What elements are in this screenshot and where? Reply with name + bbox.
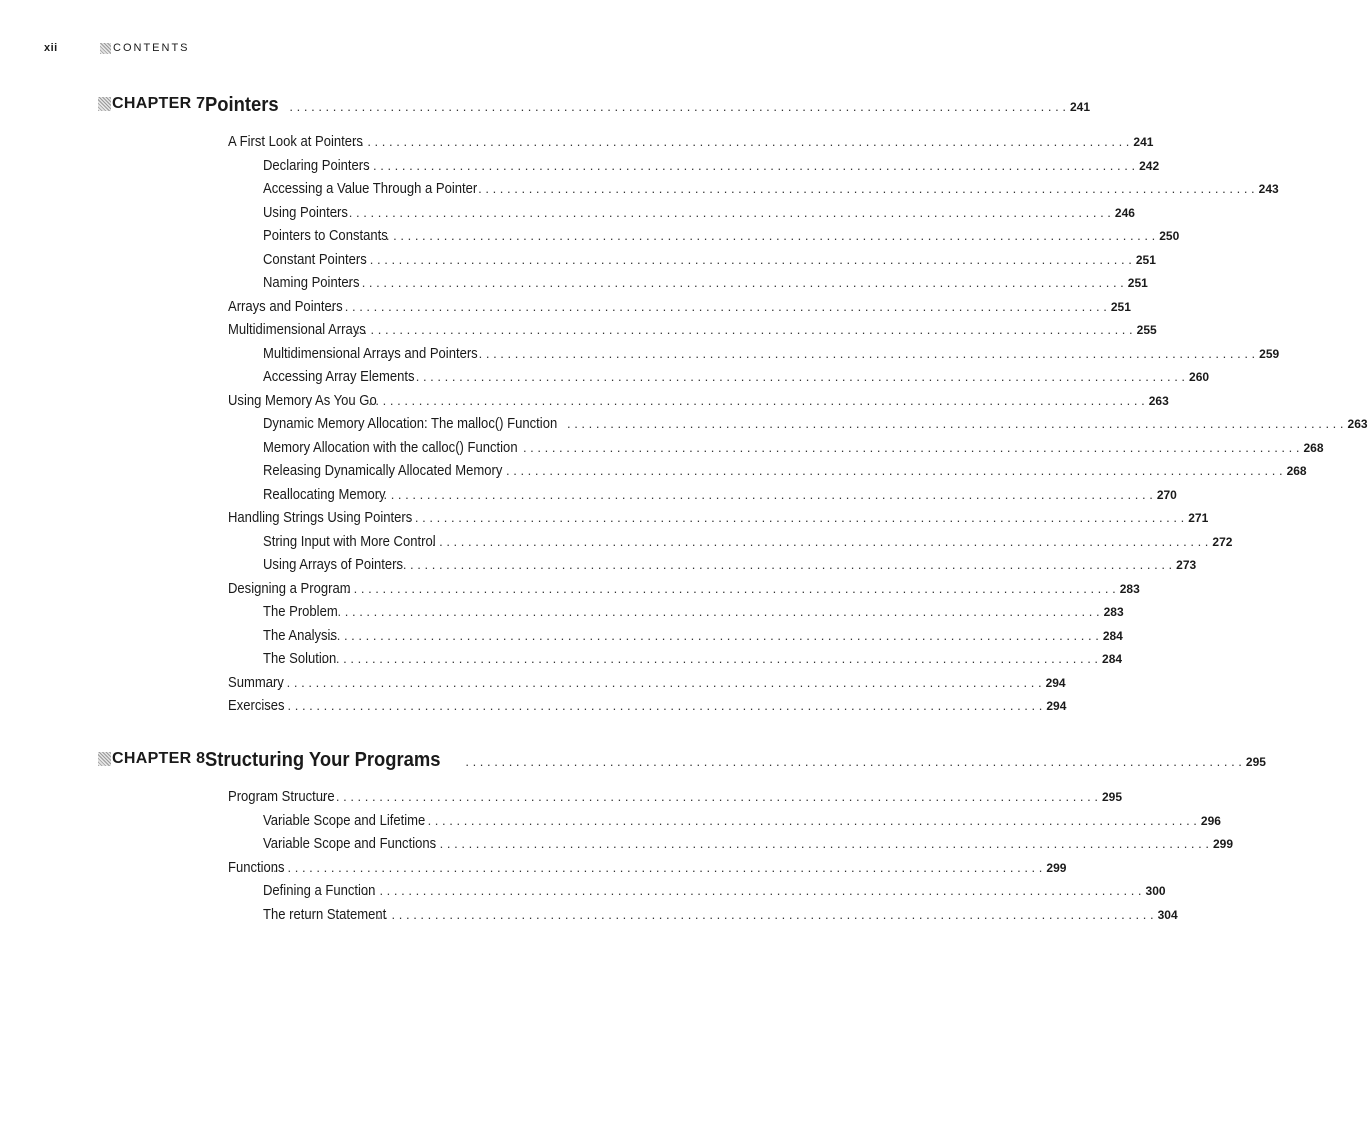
toc-entry-title: Using Arrays of Pointers bbox=[263, 557, 403, 573]
hatch-marker-icon bbox=[98, 752, 111, 766]
toc-entry-page: 259 bbox=[1259, 346, 1280, 361]
toc-entry-page: 273 bbox=[1176, 558, 1197, 572]
chapter-heading bbox=[98, 94, 1090, 124]
toc-entries bbox=[228, 789, 1234, 930]
chapter-page: 295 bbox=[1245, 755, 1266, 769]
toc-entry[interactable] bbox=[228, 228, 1180, 252]
toc-entry-title: Variable Scope and Lifetime bbox=[263, 812, 426, 829]
toc-entry-page: 272 bbox=[1212, 534, 1233, 549]
toc-entry-page: 283 bbox=[1119, 581, 1140, 596]
page-number: xii bbox=[44, 42, 58, 54]
dot-leader bbox=[479, 346, 1256, 361]
toc-entry[interactable] bbox=[228, 789, 1123, 813]
toc-entry-page: 251 bbox=[1135, 252, 1156, 267]
chapter-block bbox=[98, 749, 1266, 930]
toc-entry[interactable] bbox=[228, 275, 1148, 299]
section-title bbox=[100, 42, 190, 54]
chapter-label-text: CHAPTER 7 bbox=[112, 95, 206, 112]
toc-entry-title: Declaring Pointers bbox=[263, 157, 370, 174]
hatch-marker-icon bbox=[98, 97, 111, 111]
toc-entry[interactable] bbox=[228, 627, 1123, 652]
toc-entry[interactable] bbox=[228, 416, 1368, 440]
chapter-block bbox=[98, 94, 1368, 722]
chapter-title-row bbox=[205, 749, 1266, 772]
toc-entry-title: String Input with More Control bbox=[263, 533, 436, 550]
chapter-label bbox=[98, 95, 205, 113]
toc-entry-title: Pointers to Constants bbox=[263, 228, 388, 244]
toc-entry-title: Dynamic Memory Allocation: The malloc() Function bbox=[263, 416, 558, 432]
chapter-heading bbox=[98, 749, 1266, 779]
toc-entry-title: Arrays and Pointers bbox=[228, 298, 343, 315]
dot-leader bbox=[266, 860, 1043, 875]
toc-entry-page: 260 bbox=[1189, 370, 1210, 384]
toc-entry[interactable] bbox=[228, 651, 1123, 675]
toc-entry-page: 251 bbox=[1110, 299, 1131, 314]
dot-leader bbox=[396, 557, 1173, 572]
dot-leader bbox=[353, 134, 1130, 149]
toc-entry-page: 284 bbox=[1102, 628, 1123, 643]
chapter-title-row bbox=[205, 94, 1090, 117]
toc-entry-page: 296 bbox=[1200, 813, 1221, 828]
toc-entry[interactable] bbox=[228, 906, 1178, 931]
toc-entry[interactable] bbox=[228, 836, 1234, 860]
chapter-title[interactable]: Structuring Your Programs bbox=[205, 749, 441, 771]
toc-entry-page: 268 bbox=[1286, 464, 1307, 478]
dot-leader bbox=[567, 416, 1344, 431]
dot-leader bbox=[355, 252, 1132, 267]
toc-entry-title: Naming Pointers bbox=[263, 275, 360, 291]
running-head bbox=[44, 42, 190, 54]
toc-entry-page: 271 bbox=[1188, 511, 1209, 525]
toc-entry[interactable] bbox=[228, 134, 1154, 158]
toc-entry-page: 299 bbox=[1046, 860, 1067, 875]
toc-entry-title: Defining a Function bbox=[263, 883, 376, 899]
toc-entry-page: 295 bbox=[1101, 790, 1123, 804]
toc-entry[interactable] bbox=[228, 439, 1324, 464]
dot-leader bbox=[409, 369, 1186, 384]
toc-entry-page: 299 bbox=[1213, 837, 1234, 851]
dot-leader bbox=[322, 628, 1099, 643]
toc-entry-title: The Solution bbox=[263, 651, 337, 667]
chapter-label-text: CHAPTER 8 bbox=[112, 750, 206, 767]
toc-entry-page: 294 bbox=[1045, 675, 1066, 690]
dot-leader bbox=[321, 789, 1098, 804]
toc-entry-page: 242 bbox=[1139, 158, 1160, 173]
toc-entry-title: Reallocating Memory bbox=[263, 486, 386, 503]
toc-entry-page: 241 bbox=[1133, 135, 1154, 149]
dot-leader bbox=[379, 228, 1156, 243]
toc-entry-title: Using Memory As You Go bbox=[228, 392, 377, 409]
toc-entry[interactable] bbox=[228, 533, 1233, 558]
toc-entry-page: 246 bbox=[1114, 205, 1135, 220]
toc-entry-title: Program Structure bbox=[228, 789, 335, 805]
dot-leader bbox=[377, 907, 1154, 922]
dot-leader bbox=[339, 581, 1116, 596]
toc-entry[interactable] bbox=[228, 369, 1210, 393]
dot-leader bbox=[376, 487, 1153, 502]
dot-leader bbox=[432, 836, 1209, 851]
dot-leader bbox=[432, 534, 1209, 549]
toc-entry-title: Releasing Dynamically Allocated Memory bbox=[263, 463, 503, 479]
toc-entry-title: Functions bbox=[228, 859, 285, 876]
dot-leader bbox=[323, 604, 1100, 619]
toc-entry-title: Designing a Program bbox=[228, 580, 351, 597]
dot-leader bbox=[321, 651, 1098, 666]
dot-leader bbox=[356, 322, 1133, 337]
toc-entry[interactable] bbox=[228, 557, 1197, 581]
toc-entry[interactable] bbox=[228, 322, 1157, 346]
toc-entry-title: Memory Allocation with the calloc() Function bbox=[263, 439, 518, 456]
dot-leader bbox=[334, 205, 1111, 220]
toc-entry-page: 263 bbox=[1148, 393, 1169, 408]
toc-entry-page: 243 bbox=[1258, 182, 1279, 196]
toc-entry-title: Accessing a Value Through a Pointer bbox=[263, 181, 478, 197]
toc-entry[interactable] bbox=[228, 812, 1221, 837]
toc-entry-page: 283 bbox=[1103, 605, 1124, 619]
dot-leader bbox=[265, 675, 1042, 690]
toc-entry[interactable] bbox=[228, 674, 1066, 699]
toc-entry-title: Exercises bbox=[228, 698, 285, 714]
toc-entry[interactable] bbox=[228, 392, 1169, 417]
dot-leader bbox=[478, 181, 1255, 196]
toc-entry-page: 268 bbox=[1303, 440, 1324, 455]
toc-entry-page: 304 bbox=[1157, 907, 1178, 922]
toc-entry-title: Multidimensional Arrays bbox=[228, 322, 366, 338]
toc-entries bbox=[228, 134, 1368, 722]
toc-entry-title: Handling Strings Using Pointers bbox=[228, 510, 413, 526]
toc-entry[interactable] bbox=[228, 604, 1124, 628]
dot-leader bbox=[365, 883, 1142, 898]
dot-leader bbox=[347, 275, 1124, 290]
dot-leader bbox=[523, 440, 1300, 455]
toc-entry-title: The Analysis bbox=[263, 627, 337, 644]
toc-entry-title: The return Statement bbox=[263, 906, 387, 923]
toc-entry-page: 251 bbox=[1127, 276, 1148, 290]
toc-entry[interactable] bbox=[228, 580, 1140, 605]
dot-leader bbox=[289, 99, 1066, 114]
toc-entry[interactable] bbox=[228, 251, 1156, 276]
toc-entry-page: 250 bbox=[1159, 229, 1180, 243]
toc-entry[interactable] bbox=[228, 204, 1135, 229]
toc-entry[interactable] bbox=[228, 883, 1166, 907]
dot-leader bbox=[465, 754, 1242, 769]
dot-leader bbox=[359, 158, 1136, 173]
toc-entry-page: 270 bbox=[1156, 487, 1177, 502]
chapter-title[interactable]: Pointers bbox=[205, 94, 280, 116]
toc-entry[interactable] bbox=[228, 698, 1067, 722]
dot-leader bbox=[420, 813, 1197, 828]
toc-entry-title: A First Look at Pointers bbox=[228, 134, 363, 150]
chapter-page: 241 bbox=[1069, 100, 1090, 114]
toc-entry[interactable] bbox=[228, 486, 1177, 511]
toc-entry-title: Using Pointers bbox=[263, 204, 348, 221]
toc-entry[interactable] bbox=[228, 345, 1280, 370]
toc-entry-title: Variable Scope and Functions bbox=[263, 836, 437, 852]
toc-entry[interactable] bbox=[228, 859, 1067, 884]
dot-leader bbox=[330, 299, 1107, 314]
toc-entry-title: Constant Pointers bbox=[263, 251, 367, 268]
toc-entry-page: 263 bbox=[1347, 417, 1368, 431]
toc-entry-page: 294 bbox=[1046, 699, 1067, 713]
dot-leader bbox=[408, 510, 1185, 525]
toc-entry-title: Accessing Array Elements bbox=[263, 369, 415, 385]
toc-entry[interactable] bbox=[228, 510, 1209, 534]
toc-entry-title: Summary bbox=[228, 674, 284, 691]
toc-entry-page: 300 bbox=[1145, 884, 1166, 898]
dot-leader bbox=[506, 463, 1283, 478]
toc-entry[interactable] bbox=[228, 463, 1307, 487]
hatch-marker-icon bbox=[100, 43, 111, 54]
dot-leader bbox=[368, 393, 1145, 408]
toc-entry-title: The Problem bbox=[263, 604, 338, 620]
toc-entry[interactable] bbox=[228, 181, 1279, 205]
toc-entry-page: 255 bbox=[1136, 323, 1157, 337]
toc-entry-title: Multidimensional Arrays and Pointers bbox=[263, 345, 478, 362]
toc-entry[interactable] bbox=[228, 157, 1160, 182]
toc-entry-page: 284 bbox=[1102, 652, 1123, 666]
toc-entry[interactable] bbox=[228, 298, 1131, 323]
section-title-text: CONTENTS bbox=[113, 42, 190, 54]
chapter-label bbox=[98, 750, 205, 768]
dot-leader bbox=[266, 698, 1043, 713]
